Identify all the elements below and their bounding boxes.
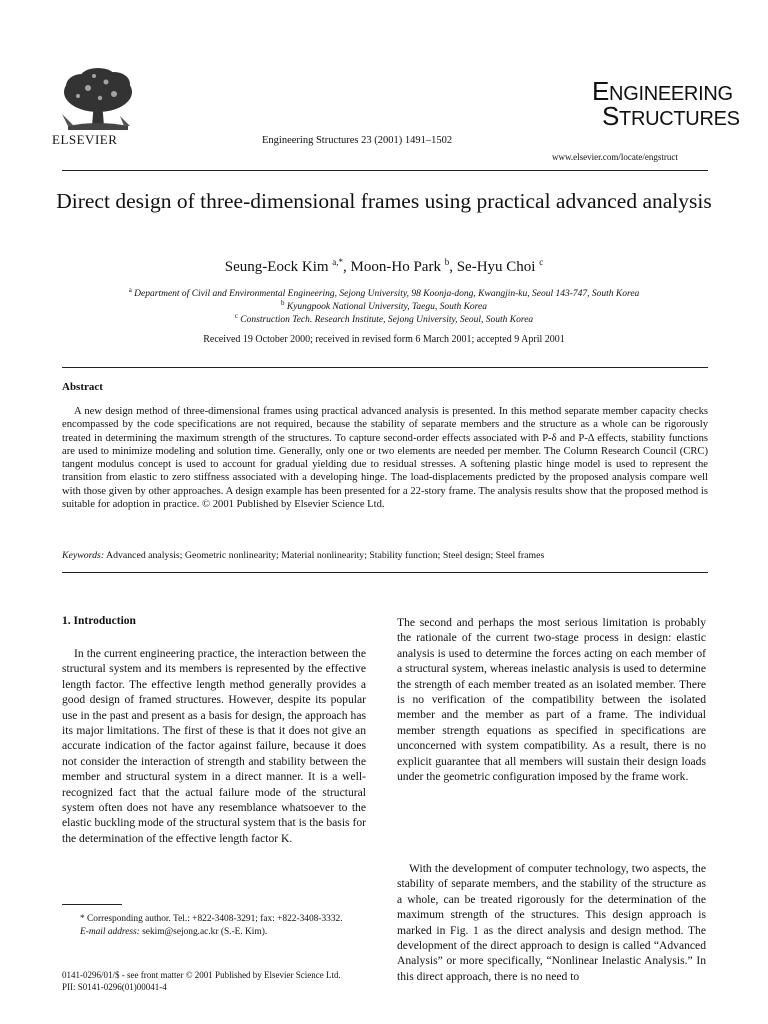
journal-url[interactable]: www.elsevier.com/locate/engstruct	[552, 152, 678, 162]
affiliation	[40, 286, 728, 299]
keywords-divider	[62, 572, 708, 573]
author-marks: a,*	[332, 257, 344, 267]
header-divider	[62, 170, 708, 171]
email-label: E-mail address:	[80, 926, 140, 937]
author-name: Moon-Ho Park	[350, 259, 441, 275]
footnote-divider	[62, 904, 122, 905]
keywords-label: Keywords:	[62, 550, 105, 561]
abstract-heading: Abstract	[62, 381, 103, 393]
received-dates: Received 19 October 2000; received in revised form 6 March 2001; accepted 9 April 2001	[203, 334, 565, 345]
author-separator: ,	[343, 259, 351, 275]
affiliation-text: Kyungpook National University, Taegu, South Korea	[286, 302, 487, 313]
section-heading: 1. Introduction	[62, 615, 136, 627]
pii-line: PII: S0141-0296(01)00041-4	[62, 982, 167, 992]
corresponding-author-note: * Corresponding author. Tel.: +822-3408-3291; fax: +822-3408-3332.	[80, 914, 343, 924]
author-separator: ,	[449, 259, 457, 275]
journal-logo-initial-2: S	[602, 101, 620, 131]
abstract-text: A new design method of three-dimensional frames using practical advanced analysis is presented. In this method separate member capacity checks encompassed by the code specifications are not required, because the stability of separate members and the structure as a whole can be rigorously treated in determining the maximum strength of the structures. To capture second-order effects associated with P-δ and P-Δ effects, stability functions are used to minimize modeling and solution time. Generally, only one or two elements are needed per member. The Column Research Council (CRC) tangent modulus concept is used to account for gradual yielding due to residual stresses. A softening plastic hinge model is used to represent the transition from elastic to zero stiffness associated with a developing hinge. The load-displacements predicted by the proposed analysis compare well with those given by other approaches. A design example has been presented for a 22-story frame. The analysis results show that the proposed method is suitable for adoption in practice. © 2001 Published by Elsevier Science Ltd.	[62, 406, 708, 511]
author-name: Seung-Eock Kim	[224, 259, 329, 275]
affiliation-mark: a	[128, 286, 132, 294]
keywords-text: Advanced analysis; Geometric nonlinearity; Material nonlinearity; Stability function; Steel design; Steel frames	[106, 550, 545, 561]
author-marks: c	[539, 257, 544, 267]
journal-logo	[592, 76, 740, 131]
abstract-divider	[62, 367, 708, 368]
intro-paragraph-right-2: With the development of computer technology, two aspects, the stability of separate members, and the stability of the structure as a whole, can be treated rigorously for the determination of the maximum strength of the structures. This design approach is marked in Fig. 1 as the direct analysis and design method. The development of the direct approach to design is called “Advanced Analysis” or more specifically, “Nonlinear Inelastic Analysis.” In this direct approach, there is no need to	[397, 862, 706, 983]
author-list	[40, 257, 728, 276]
issn-info	[62, 969, 341, 993]
journal-citation: Engineering Structures 23 (2001) 1491–1502	[262, 135, 453, 146]
affiliation	[40, 312, 728, 325]
keywords	[62, 550, 708, 561]
intro-paragraph-right-1: The second and perhaps the most serious limitation is probably the rationale of the current two-stage process in design: elastic analysis is used to determine the forces acting on each member of a structural system, whereas inelastic analysis is used to determine the strength of each member treated as an isolated member. There is no verification of the compatibility between the isolated member and the member as part of a frame. The individual member strength equations as specified in specifications are unconcerned with system compatibility. As a result, there is no explicit guarantee that all members will sustain their design loads under the geometric configuration imposed by the frame work.	[397, 616, 706, 784]
affiliation-text: Construction Tech. Research Institute, Sejong University, Seoul, South Korea	[240, 315, 534, 326]
affiliation-mark: b	[281, 299, 285, 307]
email-address[interactable]: sekim@sejong.ac.kr (S.-E. Kim).	[142, 926, 268, 937]
journal-logo-rest-2: TRUCTURES	[619, 108, 740, 130]
affiliation	[40, 299, 728, 312]
author-marks: b	[444, 257, 450, 267]
intro-paragraph-left: In the current engineering practice, the interaction between the structural system and its members is represented by the effective length factor. The effective length method generally provides a good design of framed structures. However, despite its popular use in the past and present as a basis for design, the approach has its major limitations. The first of these is that it does not give an accurate indication of the factor against failure, because it does not consider the interaction of strength and stability between the member and structural system in a direct manner. It is a well-recognized fact that the actual failure mode of the structural system often does not have any resemblance whatsoever to the elastic buckling mode of the structural system that is the basis for the determination of the effective length factor K.	[62, 647, 366, 845]
footnote	[62, 913, 366, 938]
journal-logo-rest-1: NGINEERING	[609, 83, 733, 105]
affiliation-text: Department of Civil and Environmental Engineering, Sejong University, 98 Koonja-dong, Kwangjin-ku, Seoul 143-747, South Korea	[134, 289, 640, 300]
journal-logo-initial-1: E	[592, 76, 610, 106]
author-name: Se-Hyu Choi	[456, 259, 536, 275]
publisher-name: ELSEVIER	[52, 132, 118, 147]
issn-line: 0141-0296/01/$ - see front matter © 2001 Published by Elsevier Science Ltd.	[62, 970, 341, 980]
affiliation-mark: c	[234, 312, 238, 320]
paper-title: Direct design of three-dimensional frames using practical advanced analysis	[56, 189, 712, 213]
